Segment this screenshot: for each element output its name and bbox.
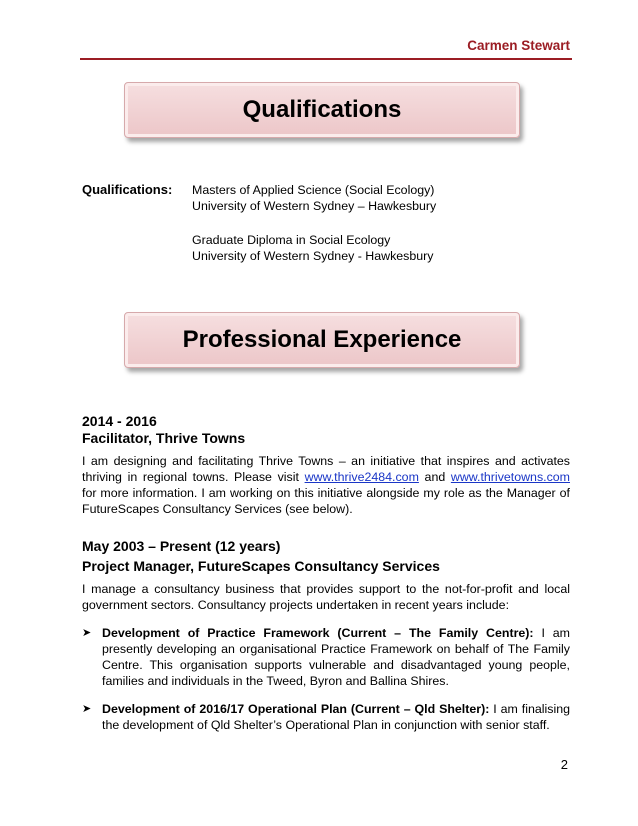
job-dates: May 2003 – Present (12 years) xyxy=(82,538,281,554)
bullet-heading: Development of Practice Framework (Current – The Family Centre): xyxy=(102,626,534,640)
job-title: Facilitator, Thrive Towns xyxy=(82,430,246,446)
header-author-name: Carmen Stewart xyxy=(467,38,570,53)
qualification-degree: Masters of Applied Science (Social Ecology) xyxy=(192,183,435,197)
professional-experience-banner: Professional Experience xyxy=(124,312,520,368)
list-item xyxy=(82,625,570,689)
job-title: Project Manager, FutureScapes Consultancy Services xyxy=(82,558,440,574)
arrow-bullet-icon: ➤ xyxy=(82,703,92,715)
job-thrive-towns xyxy=(82,413,570,517)
bullet-heading: Development of 2016/17 Operational Plan (Current – Qld Shelter): xyxy=(102,702,490,716)
qualifications-label: Qualifications: xyxy=(82,182,173,197)
arrow-bullet-icon: ➤ xyxy=(82,627,92,639)
spacer xyxy=(192,214,436,232)
thrive2484-link[interactable]: www.thrive2484.com xyxy=(304,470,419,484)
qualification-institution: University of Western Sydney - Hawkesbury xyxy=(192,249,434,263)
job-description-text: for more information. I am working on this initiative alongside my role as the Manager of FutureScapes Consultancy Services (see below). xyxy=(82,486,570,516)
thrivetowns-link[interactable]: www.thrivetowns.com xyxy=(450,470,570,484)
job-dates: 2014 - 2016 xyxy=(82,413,157,429)
job-description-text: I am designing and facilitating Thrive Towns – an initiative that inspires and activates thriving in regional towns. Please visit xyxy=(82,454,570,484)
qualifications-banner: Qualifications xyxy=(124,82,520,138)
bullet-text: I am finalising the development of Qld Shelter’s Operational Plan in conjunction with senior staff. xyxy=(102,702,570,732)
job-description-text: and xyxy=(418,470,451,484)
job-description: I manage a consultancy business that provides support to the not-for-profit and local government sectors. Consultancy projects undertaken in recent years include: xyxy=(82,582,570,612)
page-number: 2 xyxy=(560,757,568,772)
qualification-institution: University of Western Sydney – Hawkesbury xyxy=(192,199,437,213)
job-futurescapes xyxy=(82,538,570,733)
list-item xyxy=(82,701,570,733)
job-description xyxy=(82,453,570,517)
qualifications-list xyxy=(192,182,436,264)
header-divider xyxy=(80,58,572,60)
qualification-degree: Graduate Diploma in Social Ecology xyxy=(192,233,391,247)
bullet-text: I am presently developing an organisational Practice Framework on behalf of The Family Centre. This organisation supports vulnerable and disadvantaged young people, families and individuals in the Tweed, Byron and Ballina Shires. xyxy=(102,626,570,688)
